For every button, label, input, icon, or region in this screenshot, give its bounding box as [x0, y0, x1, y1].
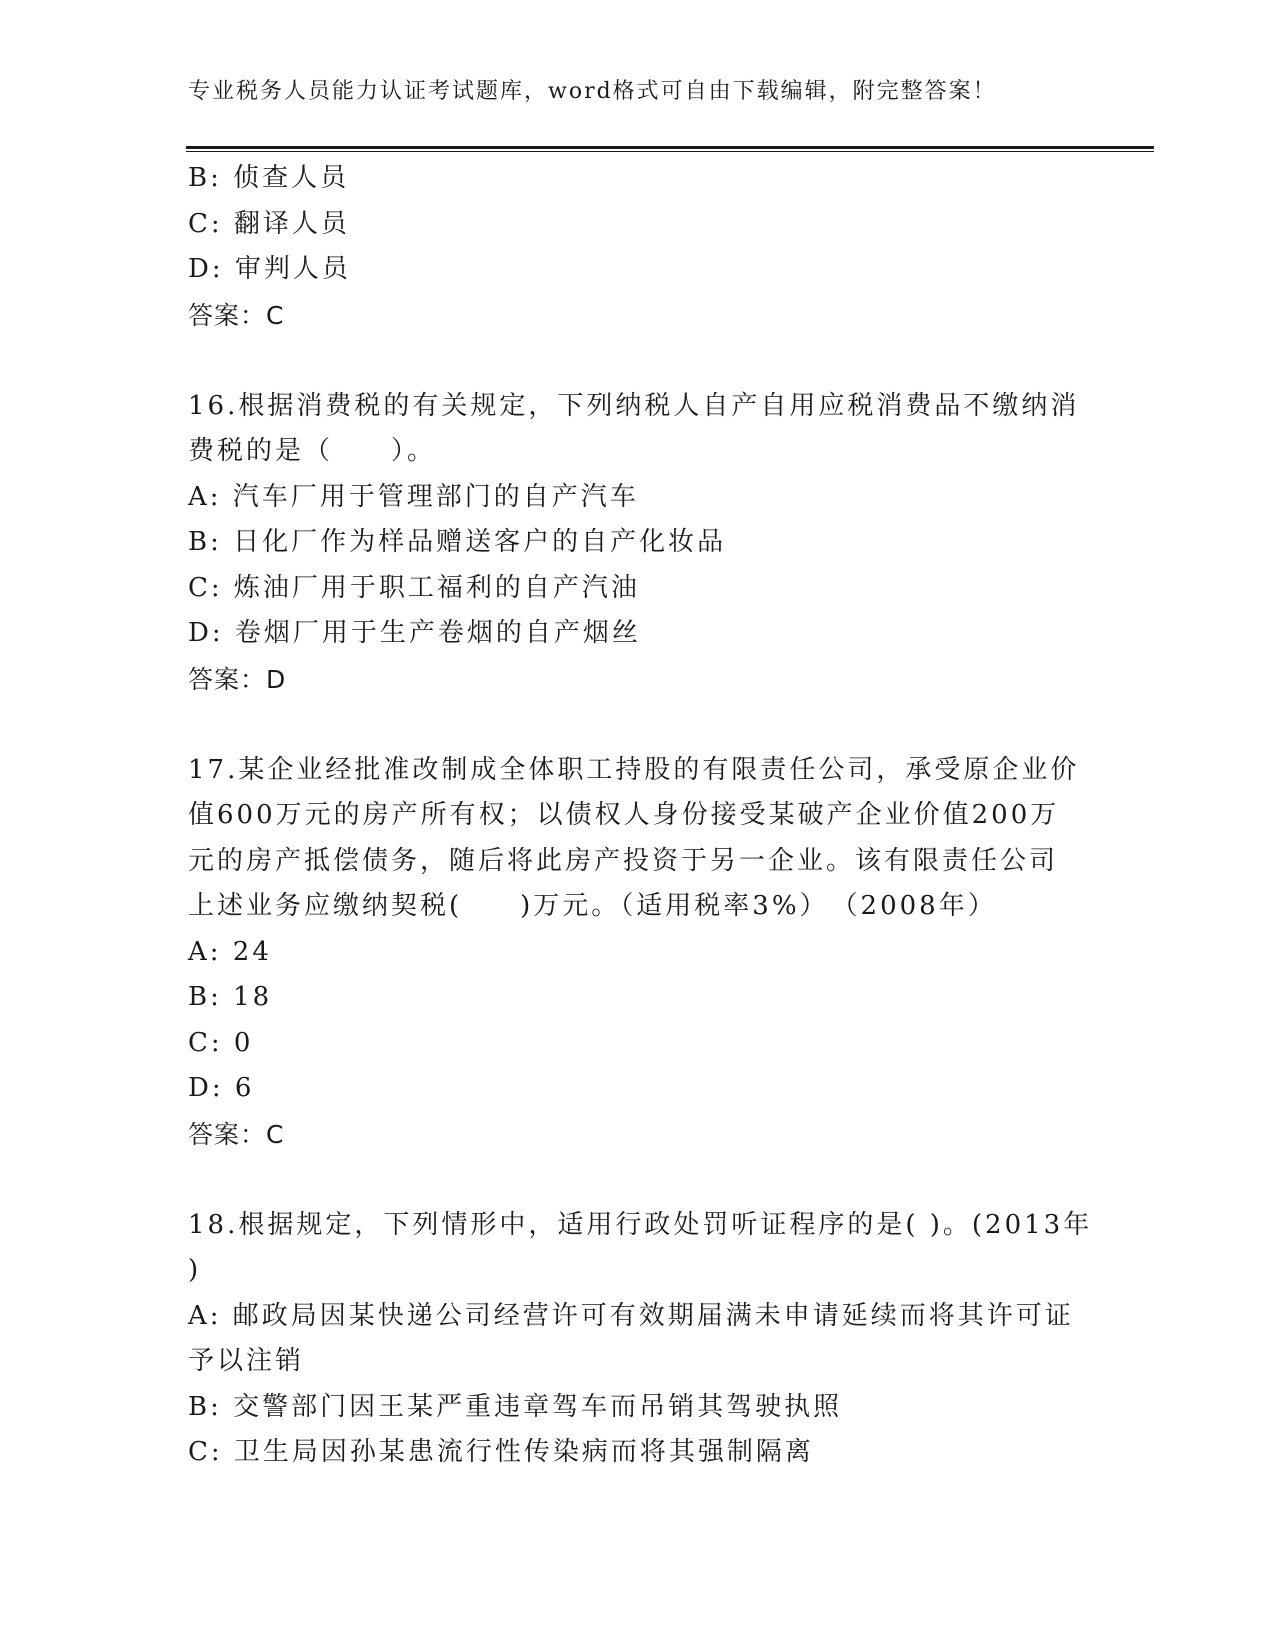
option-a: A: 24: [188, 936, 272, 967]
option-c: C: 炼油厂用于职工福利的自产汽油: [188, 572, 640, 603]
option-d: D: 6: [188, 1073, 255, 1103]
question-15-continued: [188, 156, 1088, 338]
question-stem-line: 16.根据消费税的有关规定，下列纳税人自产自用应税消费品不缴纳消: [188, 390, 1080, 421]
question-stem-line: ): [188, 1255, 202, 1285]
option-c: C: 卫生局因孙某患流行性传染病而将其强制隔离: [188, 1437, 814, 1467]
spacer: [188, 338, 1088, 384]
question-content: [188, 156, 1093, 1476]
header-rule-thin: [186, 151, 1154, 152]
question-stem-line: 元的房产抵偿债务，随后将此房产投资于另一企业。该有限责任公司: [188, 845, 1059, 876]
answer-line: 答案：C: [188, 1119, 285, 1149]
question-stem-line: 值600万元的房产所有权；以债权人身份接受某破产企业价值200万: [188, 800, 1060, 830]
option-a-continued: 予以注销: [188, 1346, 305, 1376]
option-d: D: 卷烟厂用于生产卷烟的自产烟丝: [188, 618, 641, 648]
question-17: [188, 748, 1088, 1158]
option-c: C: 翻译人员: [188, 208, 350, 239]
header-rule-thick: [186, 146, 1154, 149]
spacer: [188, 1157, 1088, 1203]
question-stem-line: 18.根据规定，下列情形中，适用行政处罚听证程序的是( )。(2013年: [188, 1209, 1093, 1240]
spacer: [188, 702, 1088, 748]
question-18: [188, 1203, 1093, 1476]
option-b: B: 侦查人员: [188, 163, 350, 193]
question-stem-line: 费税的是（ ）。: [188, 436, 437, 466]
answer-line: 答案：D: [188, 664, 287, 694]
question-stem-line: 上述业务应缴纳契税( )万元。（适用税率3%） （2008年）: [188, 891, 997, 921]
option-b: B: 交警部门因王某严重违章驾车而吊销其驾驶执照: [188, 1391, 843, 1422]
question-stem-line: 17.某企业经批准改制成全体职工持股的有限责任公司，承受原企业价: [188, 754, 1080, 785]
option-a: A: 邮政局因某快递公司经营许可有效期届满未申请延续而将其许可证: [188, 1300, 1074, 1331]
page-header-title: 专业税务人员能力认证考试题库，word格式可自由下载编辑，附完整答案！: [188, 79, 997, 104]
option-b: B: 日化厂作为样品赠送客户的自产化妆品: [188, 527, 727, 557]
answer-line: 答案：C: [188, 300, 285, 330]
question-16: [188, 384, 1088, 703]
option-d: D: 审判人员: [188, 254, 351, 284]
option-a: A: 汽车厂用于管理部门的自产汽车: [188, 481, 639, 512]
option-c: C: 0: [188, 1027, 254, 1058]
option-b: B: 18: [188, 982, 273, 1012]
